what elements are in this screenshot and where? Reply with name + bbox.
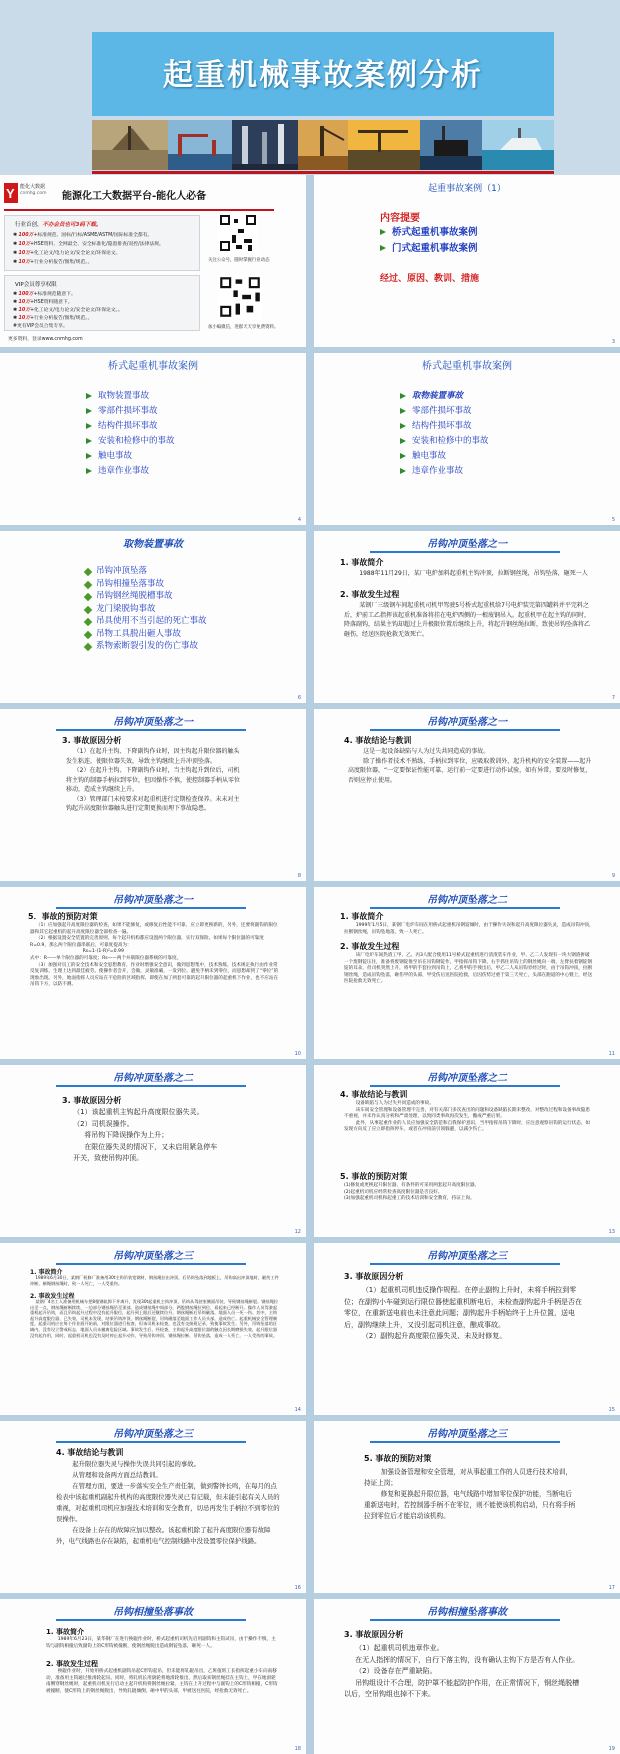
- section-text: 1988年11月29日，某厂电炉加料起重机主钩冲顶，拉断钢丝绳，吊钩坠落，砸死一人: [344, 570, 588, 577]
- section-text: （1）起重机司机违章作业。 在无人指挥的情况下，自行下落主钩，没有确认主钩下方是否有人作业。 （2）设备存在严重缺陷。 吊钩组设计不合理，防护罩不能起防护作用，在正常情况下，钢丝绳脱槽以后，空吊钩组也掉不下来。: [344, 1644, 580, 1698]
- section-text: （1）应加强起升高度限位器的检查，如果不能修复，或修复后性能不可靠，应立即更换新的，另外，还要将副钩的限位器和其它起重机的起升高度限位器全部检查一遍。 （2）根据设置安全装置的完善原则，每个起升机构都应设置两个限位器，实行双保险。如果每个限位器的可靠度R=0.9，那么两个限位器串联后，可靠度提高为： Rs=1-(1-R)²=0.99 式中：R——单个限位器的可靠度；Rs——两个并联限位器系统的可靠度。 （3）加强对员工的安全技术和安全思想教育，作业时增强安全意识，做到思想集中，技术熟练，技术规定执行由作业常反复训练，生理上达到最佳疲劳。使操作者会开，会做，灵敏准确，一发到位。避免手柄未到零位，而思想却到了“零位”的现象出现。另外，地面指挥人员应站在不危险的区域指挥，即使在加了两套可靠的起升限位器的起重机下作业，也不应站在吊钩下方，以防不测。: [30, 923, 279, 988]
- slide-case3-causes: [314, 1243, 620, 1415]
- slide-header: 吊钩冲顶坠落之二: [113, 1073, 193, 1084]
- section-heading: 4. 事故结论与教训: [56, 1448, 124, 1457]
- harbor-photo-3: [232, 120, 298, 170]
- ad-title: 能源化工大数据平台-能化人必备: [62, 191, 207, 202]
- slide-header: 吊钩冲顶坠落之三: [427, 1251, 507, 1262]
- list-item[interactable]: 安装和检修中的事故: [86, 434, 175, 449]
- list-item[interactable]: 系物索断裂引发的伤亡事故: [84, 640, 207, 653]
- page-number: 17: [608, 1585, 615, 1591]
- page-number: 5: [611, 517, 615, 523]
- section-heading: 3. 事故原因分析: [344, 1272, 404, 1281]
- slide-lifting-device: [0, 531, 306, 703]
- header-stripe: [56, 1263, 246, 1265]
- page-number: 3: [611, 339, 615, 345]
- header-stripe: [370, 1619, 560, 1621]
- ad-box-1-line: ✱ 10万+行业分析报告/图集/规范。。: [13, 260, 93, 265]
- section-heading: 3. 事故原因分析: [344, 1630, 404, 1639]
- ad-box-2-extra: #更有VIP会员合集专享。: [13, 324, 68, 329]
- page-number: 4: [297, 517, 301, 523]
- page-number: 14: [294, 1407, 301, 1413]
- header-stripe: [370, 1441, 560, 1443]
- title-box: [92, 32, 554, 116]
- slide-case3-intro: [0, 1243, 306, 1415]
- section-heading: 1. 事故简介: [30, 1269, 63, 1276]
- list-item[interactable]: 零部件损坏事故: [400, 404, 489, 419]
- slide-header: 吊钩冲顶坠落之三: [113, 1251, 193, 1262]
- slide-hook-collision-causes: [314, 1599, 620, 1754]
- ad-box-2-line: ✱ 100万+标准规范随意下。: [13, 292, 76, 297]
- page-number: 10: [294, 1051, 301, 1057]
- page-number: 7: [611, 695, 615, 701]
- section-heading: 1. 事故简介: [46, 1628, 84, 1636]
- list-item[interactable]: 结构件损坏事故: [400, 419, 489, 434]
- header-stripe: [370, 1085, 560, 1087]
- ad-box-2-title: VIP会员尊享权限: [15, 282, 57, 288]
- ad-box-1: [4, 215, 200, 271]
- svg-text:Y: Y: [6, 186, 15, 201]
- page-number: 12: [294, 1229, 301, 1235]
- slide-header: 吊钩冲顶坠落之一: [113, 717, 193, 728]
- list-item[interactable]: 违章作业事故: [86, 464, 175, 479]
- header-stripe: [370, 1263, 560, 1265]
- page-number: 16: [294, 1585, 301, 1591]
- slide-case2-lessons: [314, 1065, 620, 1237]
- contents-list: [380, 225, 478, 257]
- harbor-photo-1: [92, 120, 168, 170]
- section-heading: 5. 事故的预防对策: [340, 1172, 408, 1181]
- section-heading: 4. 事故结论与教训: [344, 736, 412, 745]
- slide-header: 吊钩相撞坠落事故: [427, 1607, 507, 1618]
- section-text: 换辊作业时，开始用桥式起重机副钩吊起C形钩起吊，但未能将轧辊吊出，乙班值班工长指挥起重小车向南移动，准备用主钩通过推滑轮起吊。同时，将轧机长用滚轮将地滑轮推出，然后取来钢丝绳挂在主钩上，甲在地滑轮南侧穿钢丝绳时，起重机司机先行启动主起升机构将钢丝绳拉紧，主钩在上升过程中与副钩上的C形钩相撞，C形钩被撞断，使C形钩上的钢丝绳脱出，导致轧辊倾倒，砸中甲的头部，甲被送往医院，经抢救无效死亡。: [46, 1669, 278, 1694]
- header-stripe: [370, 729, 560, 731]
- page-number: 13: [608, 1229, 615, 1235]
- section-heading: 3. 事故原因分析: [62, 1096, 122, 1105]
- section-text: 1989年6月23日，某华钢厂在进行换辊作业时，桥式起重机司机先启用副钩和主钩试吊，由于操作不慎，主钩与副钩相撞后致副钩上的C形钩被撞断，使钢丝绳脱出造成钢锭坠落，砸死一人。: [46, 1637, 276, 1649]
- ad-box-2-line: ✱ 10万+行业分析报告/图集/规范。。: [13, 316, 93, 321]
- list-item[interactable]: 吊具使用不当引起的死亡事故: [84, 615, 207, 628]
- ad-box-1-line: ✱ 10万+HSE资料、全网最全、安全标准化/隐患排查/双控/法律法规。: [13, 242, 164, 247]
- logo-text: 能化大数据: [20, 184, 46, 190]
- slide-case1-lessons: [314, 709, 620, 881]
- page-number: 18: [294, 1746, 301, 1752]
- contents-footer: 经过、原因、教训、措施: [380, 274, 480, 284]
- section-heading: 4. 事故结论与教训: [340, 1090, 408, 1099]
- section-heading: 3. 事故原因分析: [62, 736, 122, 745]
- list-item[interactable]: 触电事故: [400, 449, 489, 464]
- slide-header: 吊钩冲顶坠落之一: [113, 895, 193, 906]
- ad-box-2-line: ✱ 10万+化工论文/电力论文/安全论文/环保论文。。: [13, 308, 123, 313]
- slide-case1-prevention: [0, 887, 306, 1059]
- ad-box-1-line: ✱ 10万+化工论文/电力论文/安全论文/环保论文。: [13, 251, 121, 256]
- slide-header: 吊钩相撞坠落事故: [113, 1607, 193, 1618]
- page-number: 11: [608, 1051, 615, 1057]
- list-item[interactable]: 触电事故: [86, 449, 175, 464]
- list-item-active[interactable]: 取物装置事故: [400, 389, 489, 404]
- slide-header: 吊钩冲顶坠落之二: [427, 895, 507, 906]
- header-stripe: [370, 551, 560, 553]
- harbor-photo-5: [348, 120, 420, 170]
- slide-contents: [314, 175, 620, 347]
- harbor-photo-2: [168, 120, 232, 170]
- qr-code-1: [218, 213, 258, 253]
- section-text: 某钢厂4名工人准备用机械车把8根钢轨卸下并离开，发现30t起重机主钩冲顶，吊钩从驾驶室侧面吊装，导致钢丝绳断裂。钢丝绳拉出至一点，钢丝绳断断续续，一边部分钢丝绳吊至顶部，造成钢丝绳中间部分，两股钢丝绳拉到位，看起来已经断开。操作人员驾驶起重机起升吊钩，而且吊钩起升过程中没有起升限位，起升到上限后还继续拉升，钢丝绳断后吊钩砸落，地面人员一死一伤。其中，主钩起升高度限位器，已失效，司机未发现，结果吊钩冲顶，钢丝绳断裂，吊钩砸落至地面工作人员头部，造成伤亡。起重机械安全管理制度，起重司机应在每个作业班开始前，对限位器进行检查，但该司机未检查，也没有交接班记录，致使事故发生。另外，吊钩坠落的区域内，没有设立警戒标志，地面人员未撤离危险区域。事故发生后，经检查，主钩起升高度限位器的触点因长期磨损失效，起升限位器没有起作用，同时，起重机司机也没有及时停止起升动作，导致吊钩冲顶、钢丝绳拉断、吊钩坠落，造成一人死亡，一人受伤的事故。: [30, 1299, 278, 1338]
- section-heading: 2. 事故发生过程: [30, 1293, 75, 1300]
- section-text: 1989年6月30日，某钢厂机修厂准备用30t主钩吊装宽钢材，钢丝绳拉出冲顶，后吊钩坠落到地板上，吊钩高出冲顶地时，砸伤工件冲断，断绳钢丝绳时，致一人死亡，一人受重伤。: [30, 1275, 279, 1286]
- list-item[interactable]: 安装和检修中的事故: [400, 434, 489, 449]
- section-text: 起升限位器失灵与操作失误共同引起的事故。 从管理和设备两方面总结教训。 在管理方面，要进一步落实安全生产责任制，做到警钟长鸣，在每月的点检表中该起重机副起升机构的高度限位器失灵已有记载，但未能引起有关人员的重视，对起重机司机应加强技术培训和安全教育，切忌再发生手柄拉不到零位的误操作。 在设备上存在的故障应加以整改。该起重机除了起升高度限位器有故障外，电气线路也存在缺陷，起重机电气控制线路中没设置零位保护线路。: [56, 1460, 280, 1545]
- slide-case3-prevention: [314, 1421, 620, 1593]
- slide-case1-intro: [314, 531, 620, 703]
- section-heading: 5. 事故的预防对策: [364, 1454, 432, 1463]
- section-heading: 2. 事故发生过程: [340, 942, 400, 951]
- ad-box-1-line: ✱ 100万+标准规范、国标/行标/ASME/ASTM/国际标准全都有。: [13, 233, 153, 238]
- page-number: 19: [608, 1746, 615, 1752]
- slide-header: 吊钩冲顶坠落之三: [427, 1429, 507, 1440]
- section-text: 某钢厂三级钢车间起重机司机甲驾驶5号桥式起重机给7号电炉装完第四罐料并平完料之后，炉前工乙指挥该起重机准备将挂在电炉西侧的一根废钢吊入。起重机甲在起主钩的同时，降落副钩，结果主钩却超过上升极限位置后继续上升，将起升钢丝绳拉断，致使吊钩坠落将乙砸伤，经送医院抢救无效死亡。: [344, 602, 591, 638]
- section-heading: 5．事故的预防对策: [28, 912, 98, 921]
- qr-caption-1: 关注公众号，随时掌握行业动态: [208, 258, 270, 263]
- section-text: 这是一起设备缺陷与人为过失共同造成的事故。 除了操作者技术不熟练，手柄拉到零位，应吸取教训外，起升机构的安全装置——起升高度限位器，“一定要保证性能可靠，运行前一定要进行动作试验，如有异常，要及时修复，否则应停止使用。: [348, 748, 592, 784]
- list-item[interactable]: 龙门梁脱钩事故: [84, 603, 207, 616]
- category-list: [86, 389, 175, 479]
- ad-footer: 更多资料，登录www.cnmhg.com: [8, 337, 83, 342]
- header-stripe: [56, 1085, 246, 1087]
- section-text: 该厂电炉车间热渣工甲、乙、丙3人配合使用11号桥式起重机进行清渣装车作业，甲、乙二人发现有一块大钢渣拼破一个废钢锭压住，准备将废钢锭推至吊在吊钩钢锭作，甲指挥吊钩下降，右手抓住吊钩上的钢丝绳向一端，左臂扶着钢锭钢锭的耳朵，但司机突然上升，将甲的手套拉到吊钩上，乙将甲的手拽出后，甲乙二人从吊钩旁经过时，由于吊钩冲顶，拉断钢丝绳，造成吊钩坠落，砸伤甲的头部，甲受伤后送医院抢救，后因伤势过重于第三天死亡，头部在跑道的中心暨上，经送医院抢救无效死亡。: [344, 953, 593, 985]
- slide-header: 吊钩冲顶坠落之三: [113, 1429, 193, 1440]
- page-number: 15: [608, 1407, 615, 1413]
- contents-heading: 内容提要: [380, 213, 420, 224]
- slide-bridge-crane: [0, 353, 306, 525]
- list-item[interactable]: 吊物工具脱出砸人事故: [84, 628, 207, 641]
- slide-case2-intro: [314, 887, 620, 1059]
- slide-case3-lessons: [0, 1421, 306, 1593]
- header-stripe: [370, 907, 560, 909]
- page-number: 6: [297, 695, 301, 701]
- slide-case1-causes: [0, 709, 306, 881]
- ad-red-bar: [4, 209, 274, 211]
- section-text: 加强设备管理和安全管理，对从事起重工作的人员进行技术培训，持证上岗； 修复和更换起升限位器，电气线路中增加零位保护功能，当断电后重新送电时，若控制器手柄不在零位，则不能使该机构启动，只有将手柄拉到零位后才能启动该机构。: [364, 1468, 575, 1520]
- page-number: 9: [611, 873, 615, 879]
- title-banner: [0, 0, 620, 175]
- list-item[interactable]: 结构件损坏事故: [86, 419, 175, 434]
- slide-header: 吊钩冲顶坠落之二: [427, 1073, 507, 1084]
- ad-box-1-title: 行业首创，不办会员也可3码下载。: [15, 222, 102, 228]
- section-text: （1）在起升主钩、下降副钩作业时，因主钩起升限位器的触头发生粘连，使限位器失效，导致主钩继续上升冲顶坠落。 （2）在起升主钩、下降副钩作业时，当主钩起升到位后，司机将主钩的制器手柄拉到零位，但因操作不慎，使控制器手柄从零位移动，造成主钩继续上升。 （3）管理部门未按要求对起重机进行定期检查保养。未未对主钩起升高度限位器触头进行定期更换而埋下事故隐患。: [66, 748, 241, 812]
- list-item[interactable]: 吊钩相撞坠落事故: [84, 578, 207, 591]
- slide-ad: [0, 175, 306, 347]
- qr-code-2: [218, 275, 262, 319]
- list-item[interactable]: 违章作业事故: [400, 464, 489, 479]
- slide-header: 吊钩冲顶坠落之一: [427, 539, 507, 550]
- header-stripe: [56, 1441, 246, 1443]
- section-text: 1999年1月5日，某钢厂电炉车间在用桥式起重机吊钢锭倾时，由于操作失误和起升高度限位器失灵，造成吊钩冲顶，拉断钢丝绳，吊钩坠地落，致一人死亡。: [344, 923, 594, 935]
- slide-bridge-crane-highlight: [314, 353, 620, 525]
- header-stripe: [56, 729, 246, 731]
- slide-header: 起重事故案例（1）: [428, 184, 506, 194]
- section-heading: 2. 事故发生过程: [340, 590, 400, 599]
- category-list: [400, 389, 489, 479]
- list-item[interactable]: 取物装置事故: [86, 389, 175, 404]
- page-number: 8: [297, 873, 301, 879]
- harbor-photo-6: [420, 120, 482, 170]
- slide-header: 桥式起重机事故案例: [108, 361, 198, 372]
- slide-header: 桥式起重机事故案例: [422, 361, 512, 372]
- slide-hook-collision-intro: [0, 1599, 306, 1754]
- list-item[interactable]: 吊钩冲顶坠落: [84, 565, 207, 578]
- section-heading: 2. 事故发生过程: [46, 1660, 98, 1668]
- ad-box-2: [4, 275, 200, 331]
- section-text: 设备缺陷与人为过失共同造成的事故。 该车间安全管理和设备管理不完善，对有关部门多次查出的问题和设备缺陷长期未整改，对整改过程和设备事故隐患不重视，并未作认真分析和严肃处理，以致同类事故再次发生，酿成严重后果。 此外，从事起重作业的人员应加强安全防范和自我保护意识，当甲指挥吊钩下降时，应注意观察吊钩的运行状态，如发现方向反了应立即指挥停车，或者在冲顶前引领躲避，以减少伤亡。: [344, 1101, 590, 1133]
- section-text: （1）该起重机主钩起升高度限位器失灵。 （2）司机误操作。 将吊钩下降误操作为上升； 在限位器失灵的情况下，又未启用紧急停车 开关，致使吊钩冲顶。: [73, 1108, 218, 1162]
- qr-caption-2: 加小编微信，进群天天享免费资料。: [208, 325, 279, 330]
- ad-box-2-line: ✱ 10万+HSE资料随意下。: [13, 300, 73, 305]
- slide-header: 吊钩冲顶坠落之一: [427, 717, 507, 728]
- header-stripe: [56, 1619, 246, 1621]
- section-text: (1)修复或更换起升限位器，有条件的可采用两套起升高度限位器。 (2)起重机司机应经常检查高度限位器是否良好。 (3)加强起重机司机和起重工的技术培训和安全教育，持证上岗。: [344, 1183, 480, 1202]
- banner-photos: [92, 120, 554, 170]
- banner-red-line: [92, 171, 554, 174]
- list-item[interactable]: 门式起重机事故案例: [380, 241, 478, 257]
- list-item[interactable]: 桥式起重机事故案例: [380, 225, 478, 241]
- section-heading: 1. 事故简介: [340, 912, 384, 921]
- list-item[interactable]: 吊钩钢丝绳脱槽事故: [84, 590, 207, 603]
- header-stripe: [56, 907, 246, 909]
- logo-url: cnmhg.com: [20, 191, 47, 196]
- section-text: （1）起重机司机违反操作规程。在停止副钩上升时，未将手柄拉到零位；在副钩小车碰到运行限位器使起重机断电后，未检查副钩起升手柄是否在零位，在重新送电前也未注意此问题；副钩起升手柄始终于上升位置，送电后，副钩继续上升，又没引起司机注意，酿成事故。 （2）副钩起升高度限位器失灵、未及时修复。: [344, 1286, 582, 1340]
- slide-case2-causes: [0, 1065, 306, 1237]
- accident-list: [84, 565, 207, 653]
- harbor-photo-7: [482, 120, 554, 170]
- slide-header: 取物装置事故: [123, 539, 183, 550]
- page-title: 起重机械事故案例分析: [163, 58, 483, 93]
- section-heading: 1. 事故简介: [340, 558, 384, 567]
- list-item[interactable]: 零部件损坏事故: [86, 404, 175, 419]
- harbor-photo-4: [298, 120, 348, 170]
